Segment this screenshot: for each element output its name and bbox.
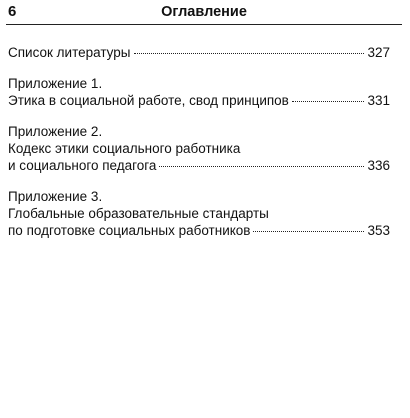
toc-entry-title: Кодекс этики социального работника [8, 141, 241, 156]
toc-entry-heading: Приложение 2. [8, 124, 103, 139]
page-header [6, 2, 402, 25]
toc-page-number: 327 [367, 45, 390, 60]
toc-entry-heading: Приложение 1. [8, 76, 103, 91]
toc-page-number: 331 [367, 93, 390, 108]
toc-entry-references [8, 44, 390, 61]
toc-entry-appendix-1 [8, 75, 390, 109]
toc-page-number: 336 [367, 158, 390, 173]
toc-entry-title: Этика в социальной работе, свод принципов [8, 93, 289, 108]
toc-entry-title-continued: и социального педагога [8, 158, 157, 173]
dot-leader [292, 100, 365, 102]
dot-leader [159, 165, 364, 167]
table-of-contents [8, 44, 390, 253]
running-title: Оглавление [161, 4, 247, 20]
dot-leader [134, 52, 365, 54]
dot-leader [253, 230, 364, 232]
page-number: 6 [8, 3, 17, 20]
toc-entry-heading: Приложение 3. [8, 189, 103, 204]
toc-entry-appendix-2 [8, 123, 390, 174]
toc-entry-appendix-3 [8, 188, 390, 239]
toc-entry-title-continued: по подготовке социальных работников [8, 223, 251, 238]
toc-entry-title: Глобальные образовательные стандарты [8, 206, 269, 221]
toc-page-number: 353 [367, 223, 390, 238]
toc-entry-title: Список литературы [8, 45, 131, 60]
